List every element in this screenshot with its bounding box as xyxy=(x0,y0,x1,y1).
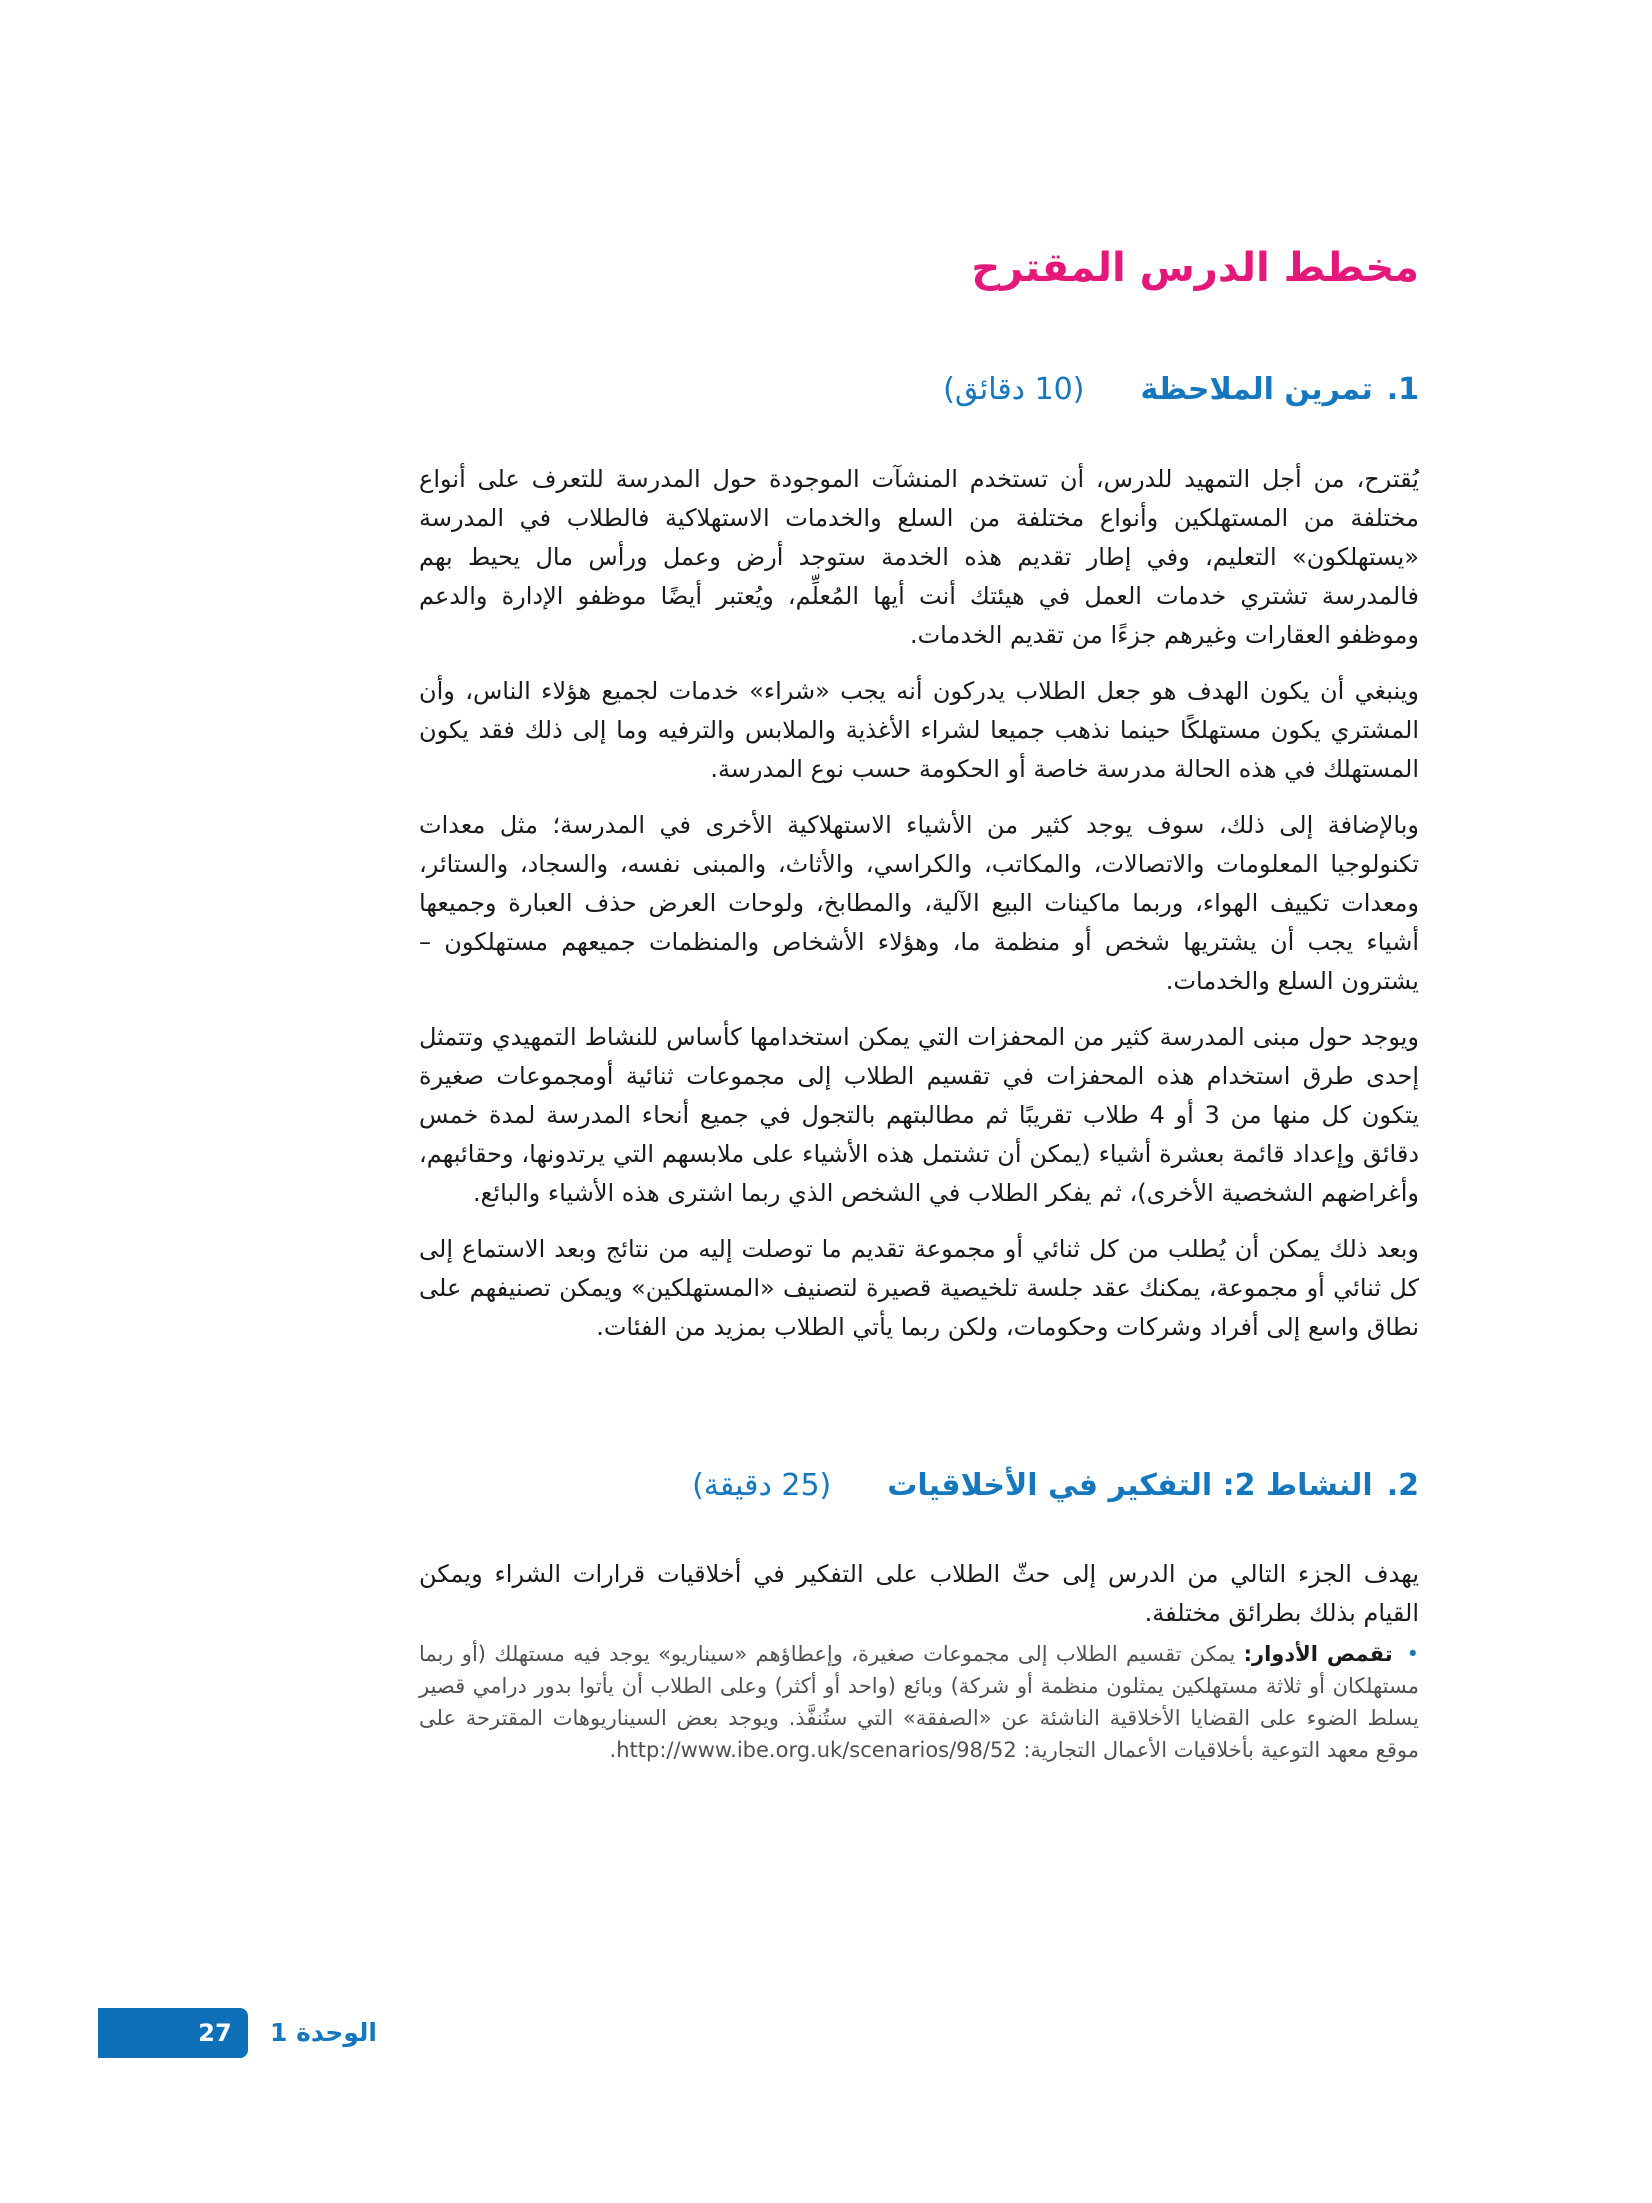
bullet-text: يمكن تقسيم الطلاب إلى مجموعات صغيرة، وإعطاؤهم «سيناريو» يوجد فيه مستهلك (أو ربما مستهلكان أو ثلاثة مستهلكين يمثلون منظمة أو شركة) وبائع (واحد أو أكثر) وعلى الطلاب أن يأتوا بدور درامي قصير يسلط الضوء على القضايا الأخلاقية الناشئة عن «الصفقة» التي ستُنفَّذ. ويوجد بعض السيناريوهات المقترحة على موقع معهد التوعية بأخلاقيات الأعمال التجارية: xyxy=(419,1642,1419,1762)
paragraph: ويوجد حول مبنى المدرسة كثير من المحفزات التي يمكن استخدامها كأساس للنشاط التمهيدي وتتمثل إحدى طرق استخدام هذه المحفزات في تقسيم الطلاب إلى مجموعات ثنائية أومجموعات صغيرة يتكون كل منها من 3 أو 4 طلاب تقريبًا ثم مطالبتهم بالتجول في جميع أنحاء المدرسة لمدة خمس دقائق وإعداد قائمة بعشرة أشياء (يمكن أن تشتمل هذه الأشياء على ملابسهم التي يرتدونها، وحقائبهم، وأغراضهم الشخصية الأخرى)، ثم يفكر الطلاب في الشخص الذي ربما اشترى هذه الأشياء والبائع. xyxy=(419,1023,1419,1207)
section-1-title: تمرين الملاحظة xyxy=(1140,372,1373,407)
bullet-label: تقمص الأدوار: xyxy=(1243,1642,1393,1666)
paragraph: يُقترح، من أجل التمهيد للدرس، أن تستخدم المنشآت الموجودة حول المدرسة للتعرف على أنواع مختلفة من المستهلكين وأنواع مختلفة من السلع والخدمات الاستهلاكية فالطلاب في المدرسة «يستهلكون» التعليم، وفي إطار تقديم هذه الخدمة ستوجد أرض وعمل ورأس مال يحيط بهم فالمدرسة تشتري خدمات العمل في هيئتك أنت أيها المُعلِّم، ويُعتبر أيضًا موظفو الإدارة والدعم وموظفو العقارات وغيرهم جزءًا من تقديم الخدمات. xyxy=(419,465,1419,649)
role-play-bullet xyxy=(419,1638,1419,1766)
bullet-marker: • xyxy=(1406,1642,1419,1666)
section-2-intro xyxy=(419,1555,1419,1650)
section-2-title: النشاط 2: التفكير في الأخلاقيات xyxy=(887,1468,1373,1503)
scenario-link[interactable]: http://www.ibe.org.uk/scenarios/98/52 xyxy=(616,1738,1017,1762)
page-number: 27 xyxy=(198,2019,232,2047)
page-title: مخطط الدرس المقترح xyxy=(971,245,1419,291)
bullet-end: . xyxy=(609,1738,617,1762)
paragraph: وبالإضافة إلى ذلك، سوف يوجد كثير من الأشياء الاستهلاكية الأخرى في المدرسة؛ مثل معدات تكنولوجيا المعلومات والاتصالات، والمكاتب، والكراسي، والأثاث، والمبنى نفسه، والسجاد، والستائر، ومعدات تكييف الهواء، وربما ماكينات البيع الآلية، والمطابخ، ولوحات العرض حذف العبارة وجميعها أشياء يجب أن يشتريها شخص أو منظمة ما، وهؤلاء الأشخاص والمنظمات جميعهم مستهلكون – يشترون السلع والخدمات. xyxy=(419,811,1419,995)
section-2-number: 2. xyxy=(1386,1468,1419,1503)
section-1-number: 1. xyxy=(1386,372,1419,407)
section-2-heading xyxy=(419,1468,1419,1503)
paragraph: وينبغي أن يكون الهدف هو جعل الطلاب يدركون أنه يجب «شراء» خدمات لجميع هؤلاء الناس، وأن المشتري يكون مستهلكًا حينما نذهب جميعا لشراء الأغذية والملابس والترفيه وما إلى ذلك فقد يكون المستهلك في هذه الحالة مدرسة خاصة أو الحكومة حسب نوع المدرسة. xyxy=(419,677,1419,783)
unit-label: الوحدة 1 xyxy=(270,2018,377,2047)
section-1-duration: (10 دقائق) xyxy=(943,372,1085,407)
paragraph: وبعد ذلك يمكن أن يُطلب من كل ثنائي أو مجموعة تقديم ما توصلت إليه من نتائج وبعد الاستماع إلى كل ثنائي أو مجموعة، يمكنك عقد جلسة تلخيصية قصيرة لتصنيف «المستهلكين» ويمكن تصنيفهم على نطاق واسع إلى أفراد وشركات وحكومات، ولكن ربما يأتي الطلاب بمزيد من الفئات. xyxy=(419,1235,1419,1341)
section-2-duration: (25 دقيقة) xyxy=(692,1468,832,1503)
section-1-body xyxy=(419,460,1419,1364)
section-1-heading xyxy=(419,372,1419,407)
paragraph: يهدف الجزء التالي من الدرس إلى حثّ الطلاب على التفكير في أخلاقيات قرارات الشراء ويمكن القيام بذلك بطرائق مختلفة. xyxy=(419,1560,1419,1627)
